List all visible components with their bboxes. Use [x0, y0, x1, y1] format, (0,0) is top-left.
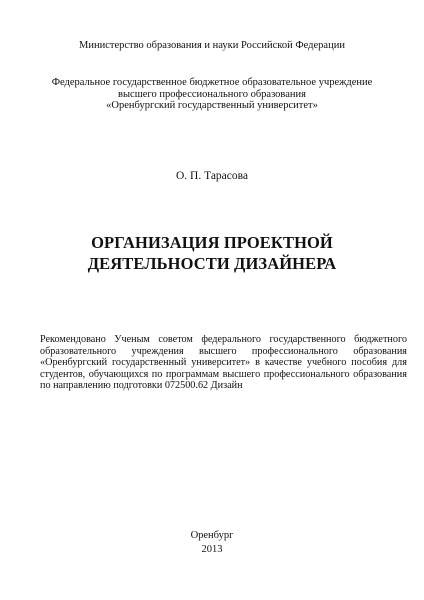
recommendation-word: бюджетного	[354, 334, 407, 345]
recommendation-word: Рекомендовано	[40, 334, 106, 345]
recommendation-word: для	[391, 357, 407, 369]
recommendation-word: качестве	[264, 357, 302, 369]
book-title	[0, 232, 424, 274]
recommendation-word: университет»	[191, 357, 251, 369]
imprint-city: Оренбург	[190, 530, 234, 541]
recommendation-word: государственного	[269, 334, 346, 345]
recommendation-word: профессионального	[251, 345, 338, 357]
institution-line-3: «Оренбургский государственный университет»	[106, 100, 318, 111]
ministry-heading: Министерство образования и науки Российской Федерации	[79, 40, 345, 51]
recommendation-word: федерального	[201, 334, 262, 345]
recommendation-word: профессионального	[263, 368, 350, 380]
imprint-year: 2013	[201, 544, 223, 555]
recommendation-word: программам	[165, 368, 220, 380]
recommendation-word: высшего	[199, 345, 237, 357]
recommendation-word: студентов,	[40, 368, 86, 380]
institution-line-2: высшего профессионального образования	[118, 88, 306, 100]
recommendation-paragraph	[40, 334, 407, 392]
recommendation-line	[40, 357, 407, 369]
recommendation-word: пособия	[351, 357, 388, 369]
recommendation-line	[40, 369, 407, 381]
institution-block	[0, 77, 424, 112]
recommendation-word: учреждения	[131, 345, 184, 357]
recommendation-line	[40, 346, 407, 358]
recommendation-word: по	[151, 368, 163, 380]
recommendation-word: советом	[158, 334, 193, 345]
institution-line-1: Федеральное государственное бюджетное образовательное учреждение	[51, 77, 373, 88]
recommendation-word: образования	[353, 368, 407, 380]
recommendation-word: в	[255, 357, 260, 369]
recommendation-line: по направлению подготовки 072500.62 Дизайн	[40, 380, 243, 392]
book-title-line-2: ДЕЯТЕЛЬНОСТИ ДИЗАЙНЕРА	[87, 254, 337, 273]
recommendation-word: учебного	[306, 357, 347, 369]
recommendation-word: образовательного	[40, 345, 117, 357]
recommendation-word: государственный	[112, 357, 187, 369]
book-title-line-1: ОРГАНИЗАЦИЯ ПРОЕКТНОЙ	[91, 233, 333, 252]
recommendation-word: обучающихся	[88, 368, 149, 380]
recommendation-line	[40, 334, 407, 346]
recommendation-word: Ученым	[114, 334, 150, 345]
recommendation-word: «Оренбургский	[40, 357, 108, 369]
recommendation-word: образования	[353, 345, 407, 357]
author-name: О. П. Тарасова	[175, 170, 249, 182]
recommendation-word: высшего	[222, 368, 261, 380]
